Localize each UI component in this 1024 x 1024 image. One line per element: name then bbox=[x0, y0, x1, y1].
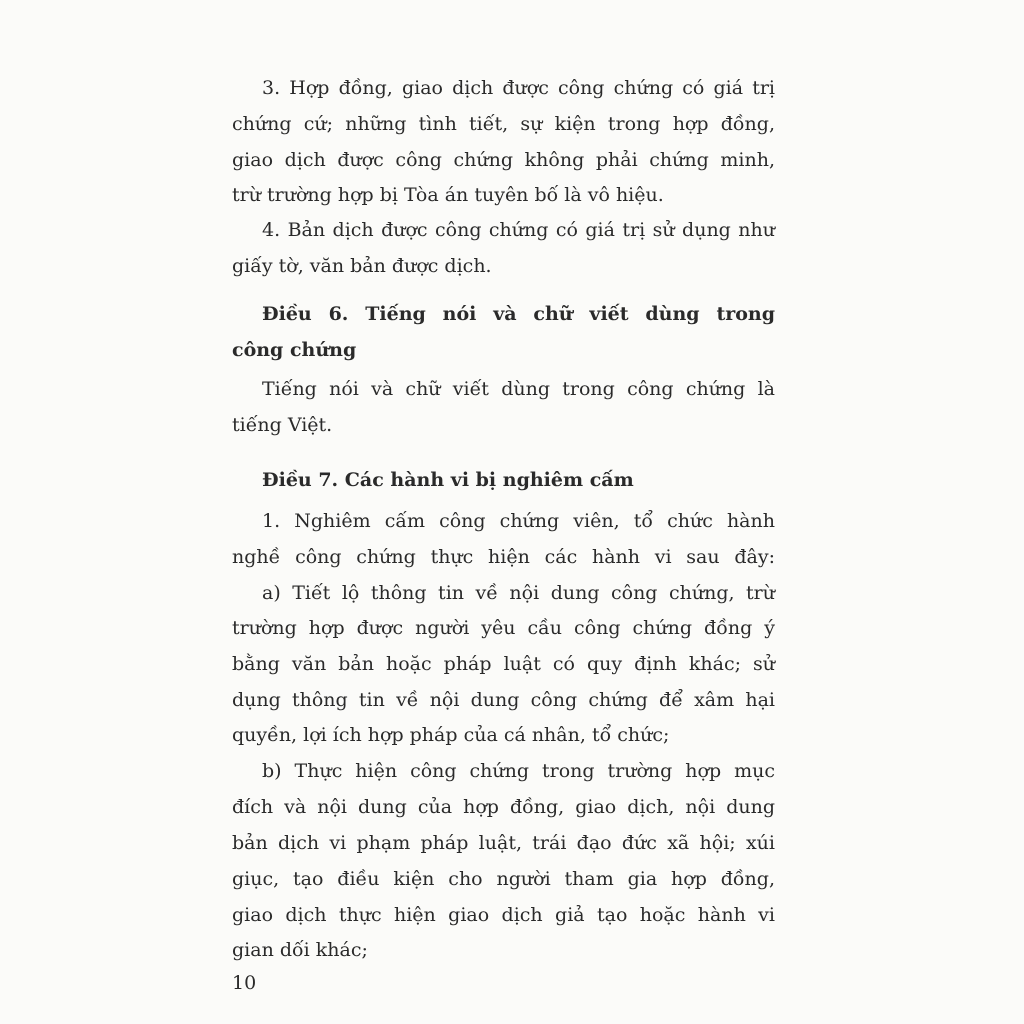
paragraph-line: gian dối khác; bbox=[232, 939, 368, 961]
paragraph-line: a) Tiết lộ thông tin về nội dung công chứng, trừ bbox=[262, 582, 775, 604]
paragraph-line: 4. Bản dịch được công chứng có giá trị sử dụng như bbox=[262, 219, 775, 241]
paragraph-line: giục, tạo điều kiện cho người tham gia hợp đồng, bbox=[232, 868, 775, 890]
paragraph-line: nghề công chứng thực hiện các hành vi sau đây: bbox=[232, 546, 775, 568]
article-6-heading-cont: công chứng bbox=[232, 339, 357, 361]
paragraph-line: 1. Nghiêm cấm công chứng viên, tổ chức hành bbox=[262, 510, 775, 532]
paragraph-line: 3. Hợp đồng, giao dịch được công chứng có giá trị bbox=[262, 77, 775, 99]
paragraph-line: chứng cứ; những tình tiết, sự kiện trong hợp đồng, bbox=[232, 113, 775, 135]
paragraph-line: trừ trường hợp bị Tòa án tuyên bố là vô hiệu. bbox=[232, 184, 664, 206]
paragraph-line: Tiếng nói và chữ viết dùng trong công chứng là bbox=[262, 378, 775, 400]
paragraph-line: tiếng Việt. bbox=[232, 414, 333, 436]
article-6-heading: Điều 6. Tiếng nói và chữ viết dùng trong bbox=[262, 303, 775, 325]
paragraph-line: giao dịch được công chứng không phải chứng minh, bbox=[232, 149, 775, 171]
paragraph-line: bằng văn bản hoặc pháp luật có quy định khác; sử bbox=[232, 653, 775, 675]
paragraph-line: quyền, lợi ích hợp pháp của cá nhân, tổ chức; bbox=[232, 724, 670, 746]
paragraph-line: giao dịch thực hiện giao dịch giả tạo hoặc hành vi bbox=[232, 904, 775, 926]
paragraph-line: trường hợp được người yêu cầu công chứng đồng ý bbox=[232, 617, 775, 639]
paragraph-line: đích và nội dung của hợp đồng, giao dịch, nội dung bbox=[232, 796, 775, 818]
paragraph-line: giấy tờ, văn bản được dịch. bbox=[232, 255, 492, 277]
paragraph-line: bản dịch vi phạm pháp luật, trái đạo đức xã hội; xúi bbox=[232, 832, 775, 854]
paragraph-line: b) Thực hiện công chứng trong trường hợp mục bbox=[262, 760, 775, 782]
paragraph-line: dụng thông tin về nội dung công chứng để xâm hại bbox=[232, 689, 775, 711]
page-number: 10 bbox=[232, 972, 257, 994]
article-7-heading: Điều 7. Các hành vi bị nghiêm cấm bbox=[262, 469, 634, 491]
